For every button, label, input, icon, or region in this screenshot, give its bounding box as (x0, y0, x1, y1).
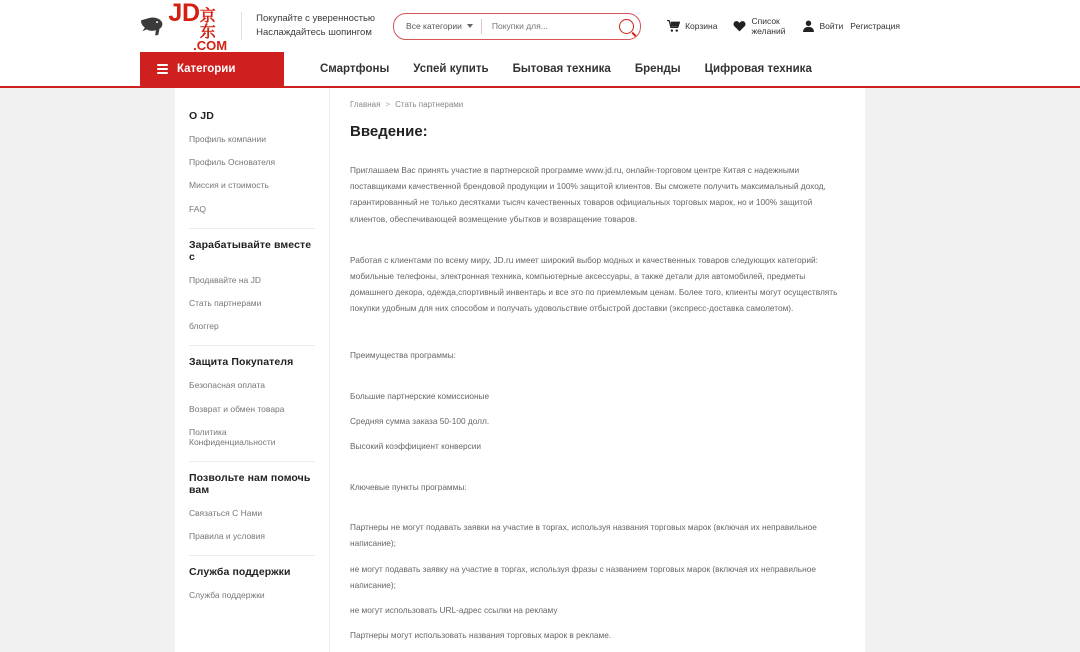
search-button[interactable] (613, 13, 639, 39)
cart-label: Корзина (685, 21, 718, 31)
sidebar-group-title: Зарабатывайте вместе с (189, 238, 312, 263)
header-actions (667, 16, 900, 36)
logo-dotcom-text: .COM (193, 37, 228, 53)
wishlist-label (751, 16, 785, 36)
sidebar-item-faq[interactable]: FAQ (189, 203, 207, 214)
intro-paragraph-2: Работая с клиентами по всему миру, JD.ru имеет широкий выбор модных и качественных товаров следующих категорий: мобильные телефоны, электронная техника, компьютерные аксессуары, а также детали для автомобилей, предметы домашнего декора, одежда,спортивный инвентарь и все это по приемлемым ценам. Более того, клиенты могут осуществлять покупки удобным для них способом и получать удовольствие отбыстрой доставки (экспресс-доставка самолетом). (350, 254, 838, 314)
sidebar-divider (189, 555, 315, 556)
heart-icon (733, 20, 746, 32)
nav-link-brands[interactable]: Бренды (634, 63, 681, 75)
sidebar-group-title: Защита Покупателя (189, 356, 294, 369)
header-tagline (241, 12, 375, 40)
search-category-label: Все категории (406, 21, 462, 31)
spacer (350, 463, 845, 479)
benefit-item: Большие партнерские комиссионые (350, 390, 490, 401)
shopping-cart-icon (667, 20, 680, 32)
sidebar-item-sell-on-jd[interactable]: Продавайте на JD (189, 274, 262, 285)
chevron-down-icon (467, 24, 473, 28)
user-icon (802, 20, 815, 32)
wishlist-label-line-1: Список (751, 15, 780, 26)
sidebar-divider (189, 228, 315, 229)
sidebar-divider (189, 461, 315, 462)
sidebar-group-earn (189, 239, 329, 332)
sidebar (175, 88, 330, 652)
sidebar-item-become-partner[interactable]: Стать партнерами (189, 297, 262, 308)
main-content (330, 88, 865, 652)
search-icon (619, 19, 634, 34)
breadcrumb-current: Стать партнерами (395, 100, 464, 109)
categories-button-label: Категории (177, 63, 236, 75)
sidebar-item-founder-profile[interactable]: Профиль Основателя (189, 157, 276, 168)
search-category-dropdown[interactable] (394, 14, 481, 39)
keypoint-item: Партнеры могут использовать названия торговых марок в рекламе. (350, 630, 612, 641)
sidebar-item-returns[interactable]: Возврат и обмен товара (189, 403, 285, 414)
keypoint-item: не могут подавать заявку на участие в торгах, используя фразы с названием торговых марок (включая их неправильное написание); (350, 563, 816, 590)
sidebar-group-title: О JD (189, 110, 214, 122)
logo-chinese-text: 京东 (199, 7, 216, 41)
sidebar-group-buyer-protection (189, 356, 329, 447)
logo-jd-text: JD (168, 0, 200, 27)
nav-link-smartphones[interactable]: Смартфоны (320, 63, 390, 75)
spacer (350, 242, 845, 252)
sidebar-group-title: Позвольте нам помочь вам (189, 472, 311, 497)
sidebar-item-mission[interactable]: Миссия и стоимость (189, 180, 269, 191)
register-link[interactable]: Регистрация (850, 21, 900, 31)
search-input[interactable] (482, 20, 613, 32)
sidebar-group-title: Служба поддержки (189, 566, 291, 579)
nav-link-digital[interactable]: Цифровая техника (704, 63, 812, 75)
page-title: Введение: (350, 123, 428, 140)
sidebar-divider (189, 345, 315, 346)
main-navigation (0, 52, 1080, 88)
sidebar-item-company-profile[interactable]: Профиль компании (189, 134, 266, 144)
search-bar (393, 13, 641, 40)
jd-bird-logo-icon (140, 16, 164, 38)
intro-paragraph-1: Приглашаем Вас принять участие в партнерской программе www.jd.ru, онлайн-торговом центре Китая с надежными поставщиками качественной брендовой продукции и 100% защитой клиентов. Вы сможете получить максимальный доход, гарантированный не только десятками тысяч качественных товаров официальных торговых марок, но и 100% защитой клиентов, обеспечивающей возмещение убытков и возвращение товаров. (350, 165, 826, 224)
spacer (350, 331, 845, 347)
cart-link[interactable] (667, 20, 717, 32)
nav-link-deals[interactable]: Успей купить (413, 63, 489, 75)
sidebar-item-contact-us[interactable]: Связаться С Нами (189, 508, 263, 519)
sidebar-item-secure-payment[interactable]: Безопасная оплата (189, 380, 265, 391)
keypoint-item: Партнеры не могут подавать заявки на участие в торгах, используя названия торговых марок (включая их неправильное написание); (350, 522, 817, 549)
categories-button[interactable] (140, 52, 284, 86)
wishlist-label-line-2: желаний (751, 26, 786, 36)
breadcrumb-home[interactable]: Главная (350, 100, 381, 109)
benefit-item: Высокий коэффициент конверсии (350, 440, 481, 451)
jd-logo[interactable] (140, 1, 227, 52)
keypoint-item: не могут использовать URL-адрес ссылки на рекламу (350, 604, 558, 615)
content-panel (175, 88, 865, 652)
account-links (802, 20, 901, 32)
benefit-item: Средняя сумма заказа 50-100 долл. (350, 415, 490, 426)
site-header (0, 0, 1080, 52)
sidebar-group-support (189, 566, 329, 600)
sidebar-item-support[interactable]: Служба поддержки (189, 590, 265, 601)
hamburger-menu-icon (157, 64, 168, 74)
login-link[interactable]: Войти (819, 21, 844, 31)
sidebar-item-blogger[interactable]: блоггер (189, 321, 219, 332)
benefits-heading: Преимущества программы: (350, 350, 456, 361)
breadcrumb-separator: > (385, 100, 391, 109)
sidebar-item-terms[interactable]: Правила и условия (189, 531, 266, 542)
tagline-line-2: Наслаждайтесь шопингом (256, 27, 372, 38)
tagline-line-1: Покупайте с уверенностью (256, 13, 376, 25)
keypoints-heading: Ключевые пункты программы: (350, 482, 467, 493)
nav-links (320, 52, 812, 86)
sidebar-item-privacy-policy[interactable]: Политика Конфиденциальности (189, 426, 276, 447)
sidebar-group-help (189, 472, 329, 541)
wishlist-link[interactable] (733, 16, 785, 36)
sidebar-group-about (189, 110, 329, 214)
nav-link-appliances[interactable]: Бытовая техника (512, 63, 611, 75)
breadcrumb (350, 100, 845, 109)
